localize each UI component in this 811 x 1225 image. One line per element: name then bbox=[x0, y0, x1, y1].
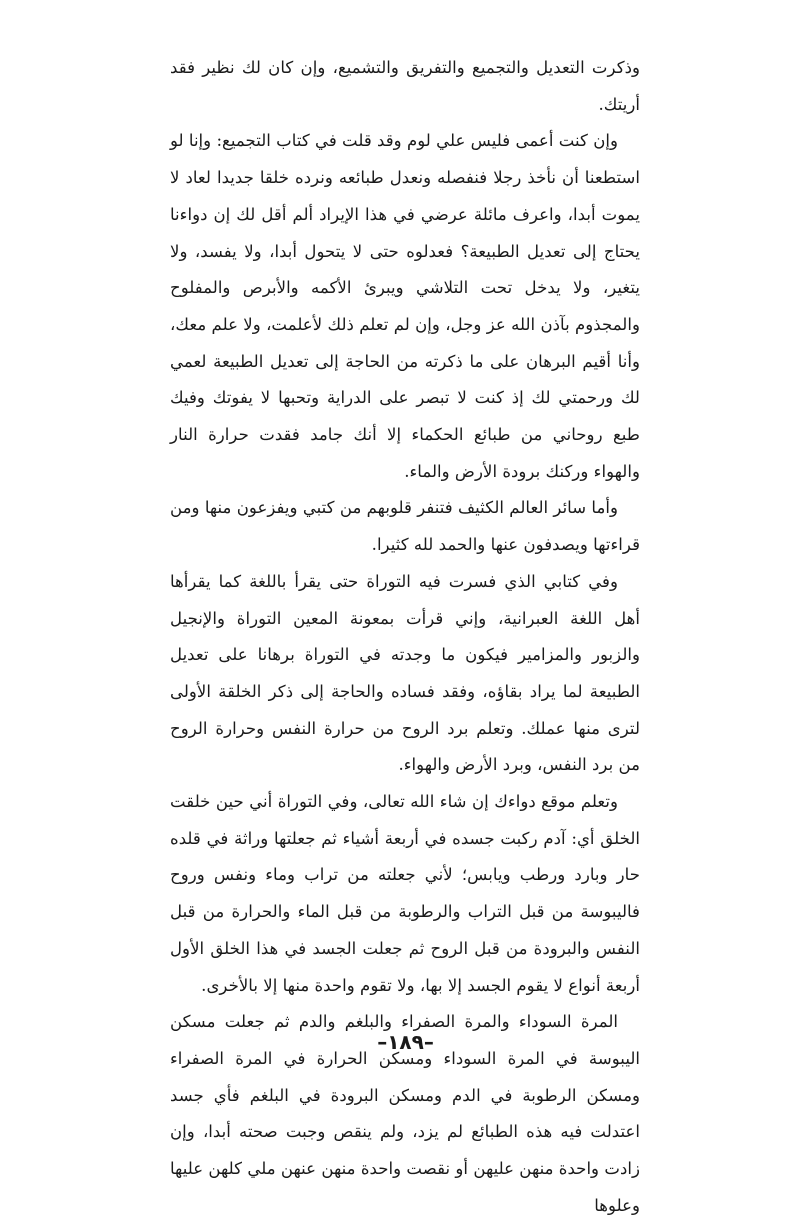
paragraph-2: وإن كنت أعمى فليس علي لوم وقد قلت في كتاب التجميع: وإنا لو استطعنا أن نأخذ رجلا فنفصله ونعدل طبائعه ونرده خلقا جديدا لعاد لا يموت أبدا، واعرف مائلة عرضي في هذا الإيراد ألم أقل لك إن دواءنا يحتاج إلى تعديل الطبيعة؟ فعدلوه حتى لا يتحول أبدا، ولا يفسد، ولا يتغير، ولا يدخل تحت التلاشي ويبرئ الأكمه والأبرص والمفلوح والمجذوم بآذن الله عز وجل، وإن لم تعلم ذلك لأعلمت، ولا علم معك، وأنا أقيم البرهان على ما ذكرته من الحاجة إلى تعديل الطبيعة لعمي لك ورحمتي لك إذ كنت لا تبصر على الدراية وتحبها لا يفوتك وفيك طبع روحاني من طبائع الحكماء إلا أنك جامد فقدت حرارة النار والهواء وركنك برودة الأرض والماء. bbox=[169, 131, 640, 481]
paragraph-4: وفي كتابي الذي فسرت فيه التوراة حتى يقرأ باللغة كما يقرأها أهل اللغة العبرانية، وإني قرأت بمعونة المعين التوراة والإنجيل والزبور والمزامير فيكون ما وجدته في التوراة برهانا على تعديل الطبيعة لما يراد بقاؤه، وفقد فساده والحاجة إلى ذكر الخلقة الأولى لترى منها عملك. وتعلم برد الروح من حرارة النفس وحرارة الروح من برد النفس، وبرد الأرض والهواء. bbox=[170, 571, 640, 775]
paragraph-1: وذكرت التعديل والتجميع والتفريق والتشميع، وإن كان لك نظير فقد أريتك. bbox=[170, 58, 640, 114]
paragraph-3: وأما سائر العالم الكثيف فتنفر قلوبهم من كتبي ويفزعون منها ومن قراءتها ويصدفون عنها والحمد لله كثيرا. bbox=[170, 498, 640, 555]
page-number: –١٨٩– bbox=[377, 1030, 434, 1054]
paragraph-6: المرة السوداء والمرة الصفراء والبلغم والدم ثم جعلت مسكن اليبوسة في المرة السوداء ومسكن الحرارة في المرة الصفراء ومسكن الرطوبة في الدم ومسكن البرودة في البلغم فأي جسد اعتدلت فيه هذه الطبائع لم يزد، ولم ينقص وجبت صحته أبدا، وإن زادت واحدة منهن عليهن أو نقصت واحدة منهن عنهن ملي كلهن عليها وعلوها bbox=[170, 1012, 640, 1215]
paragraph-5: وتعلم موقع دواءك إن شاء الله تعالى، وفي التوراة أني حين خلقت الخلق أي: آدم ركبت جسده في أربعة أشياء ثم جعلتها وراثة في قلده حار وبارد ورطب ويابس؛ لأني جعلته من تراب وماء ونفس وروح فاليبوسة من قبل التراب والرطوبة من قبل الماء والحرارة من قبل النفس والبرودة من قبل الروح ثم جعلت الجسد في هذا الخلق الأول أربعة أنواع لا يقوم الجسد إلا بها، ولا تقوم واحدة منها إلا بالأخرى. bbox=[170, 792, 640, 995]
